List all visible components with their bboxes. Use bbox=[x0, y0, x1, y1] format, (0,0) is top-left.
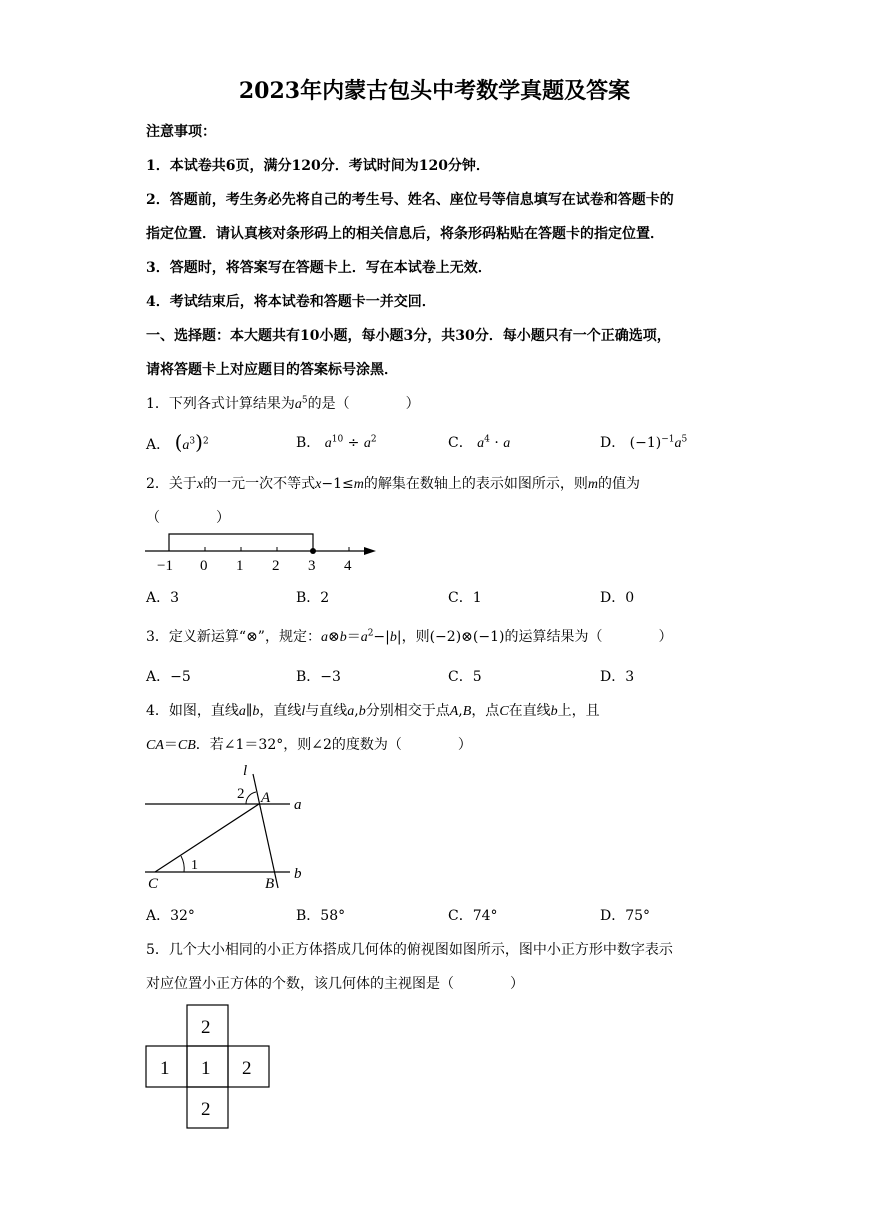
label-A: A bbox=[261, 790, 271, 806]
grid-cell-right: 2 bbox=[242, 1058, 252, 1079]
label-l: l bbox=[243, 763, 248, 779]
notice-item-1: 1．本试卷共6页，满分120分．考试时间为120分钟． bbox=[146, 158, 490, 174]
question-3: 3．定义新运算“⊗”，规定：$a\otimes b=a^2-|b|$，则(−2)⊗(−1)的运算结果为（ ） bbox=[146, 628, 673, 645]
q1-option-b: B． $a^{10} \div a^2$ bbox=[296, 434, 377, 451]
section-heading-cont: 请将答题卡上对应题目的答案标号涂黑． bbox=[146, 362, 398, 378]
grid-cell-top: 2 bbox=[201, 1017, 211, 1038]
axis-label-2: 2 bbox=[272, 558, 280, 574]
question-2: 2．关于x的一元一次不等式x−1≤m的解集在数轴上的表示如图所示，则m的值为 bbox=[146, 476, 640, 492]
axis-label-4: 4 bbox=[344, 558, 352, 574]
q4-option-c: C．74° bbox=[448, 908, 498, 924]
question-1: 1．下列各式计算结果为$a^5$的是（ ） bbox=[146, 395, 420, 412]
question-2-cont: （ ） bbox=[146, 510, 230, 526]
q4-option-a: A．32° bbox=[146, 908, 195, 924]
axis-label-1: 1 bbox=[236, 558, 244, 574]
q4-option-d: D．75° bbox=[600, 908, 651, 924]
q1-option-c: C． $a^4 \cdot a$ bbox=[448, 434, 511, 451]
axis-label-0: 0 bbox=[200, 558, 208, 574]
q2-option-b: B．2 bbox=[296, 590, 330, 606]
label-angle-2: 2 bbox=[237, 786, 245, 802]
grid-cell-bottom: 2 bbox=[201, 1099, 211, 1120]
grid-cell-center: 1 bbox=[201, 1058, 211, 1079]
q3-option-c: C．5 bbox=[448, 669, 482, 685]
q4-option-b: B．58° bbox=[296, 908, 346, 924]
notice-item-3: 3．答题时，将答案写在答题卡上．写在本试卷上无效． bbox=[146, 260, 492, 276]
q2-option-c: C．1 bbox=[448, 590, 482, 606]
notice-item-4: 4．考试结束后，将本试卷和答题卡一并交回． bbox=[146, 294, 436, 310]
label-B: B bbox=[265, 876, 275, 892]
q1-option-a: A． $(a^3)^2$ bbox=[146, 430, 209, 454]
question-4: 4．如图，直线a∥b，直线l与直线a,b分别相交于点A,B，点C在直线b上，且 bbox=[146, 703, 600, 719]
top-view-grid-figure bbox=[140, 1000, 280, 1135]
label-b: b bbox=[294, 866, 302, 882]
grid-cell-left: 1 bbox=[160, 1058, 170, 1079]
q1-option-d: D． $(-1)^{-1}a^5$ bbox=[600, 434, 688, 451]
axis-label-neg1: −1 bbox=[157, 558, 173, 574]
q2-option-a: A．3 bbox=[146, 590, 180, 606]
q3-option-a: A．−5 bbox=[146, 669, 191, 685]
label-C: C bbox=[148, 876, 159, 892]
notice-heading: 注意事项： bbox=[146, 124, 216, 140]
q2-option-d: D．0 bbox=[600, 590, 635, 606]
question-5: 5．几个大小相同的小正方体搭成几何体的俯视图如图所示，图中小正方形中数字表示 bbox=[146, 942, 673, 958]
number-line-figure bbox=[140, 528, 390, 578]
section-heading: 一、选择题：本大题共有10小题，每小题3分，共30分．每小题只有一个正确选项， bbox=[146, 328, 671, 344]
q3-option-d: D．3 bbox=[600, 669, 635, 685]
notice-item-2: 2．答题前，考生务必先将自己的考生号、姓名、座位号等信息填写在试卷和答题卡的 bbox=[146, 192, 674, 208]
notice-item-2-cont: 指定位置．请认真核对条形码上的相关信息后，将条形码粘贴在答题卡的指定位置． bbox=[146, 226, 664, 242]
label-angle-1: 1 bbox=[191, 858, 198, 873]
axis-label-3: 3 bbox=[308, 558, 316, 574]
label-a: a bbox=[294, 797, 302, 813]
question-5-cont: 对应位置小正方体的个数，该几何体的主视图是（ ） bbox=[146, 976, 524, 992]
question-4-cont: CA＝CB．若∠1＝32°，则∠2的度数为（ ） bbox=[146, 737, 472, 753]
q3-option-b: B．−3 bbox=[296, 669, 341, 685]
page-title: 2023年内蒙古包头中考数学真题及答案 bbox=[238, 78, 631, 104]
parallel-lines-figure bbox=[140, 760, 320, 900]
